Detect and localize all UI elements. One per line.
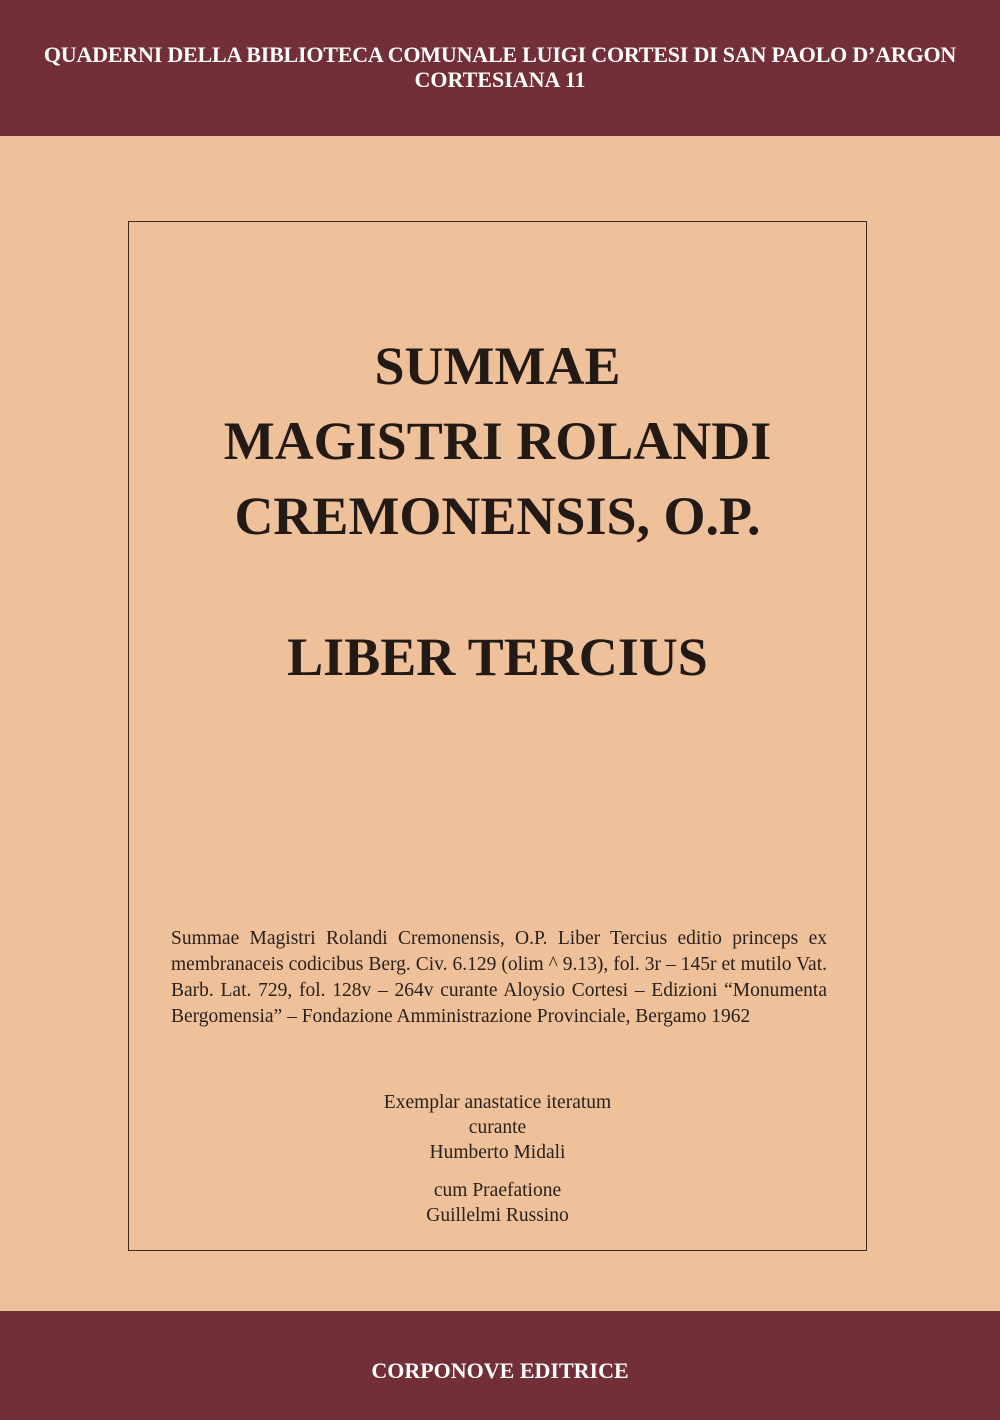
volume-number: CORTESIANA 11 bbox=[414, 67, 586, 92]
edition-description: Summae Magistri Rolandi Cremonensis, O.P. Liber Tercius editio princeps ex membranaceis codicibus Berg. Civ. 6.129 (olim ^ 9.13), fol. 3r – 145r et mutilo Vat. Barb. Lat. 729, fol. 128v – 264v curante Aloysio Cortesi – Edizioni “Monumenta Bergomensia” – Fondazione Amministrazione Provinciale, Bergamo 1962 bbox=[171, 928, 827, 1027]
book-subtitle: LIBER TERCIUS bbox=[287, 627, 708, 687]
title-frame bbox=[128, 221, 867, 1251]
header-band bbox=[0, 0, 1000, 136]
preface-author: Guillelmi Russino bbox=[426, 1205, 569, 1226]
book-title-line-3: CREMONENSIS, O.P. bbox=[234, 486, 761, 546]
credit-line-2: curante bbox=[468, 1117, 527, 1138]
credit-line-1: Exemplar anastatice iteratum bbox=[383, 1092, 612, 1113]
book-title-line-1: SUMMAE bbox=[374, 336, 621, 396]
editor-name: Humberto Midali bbox=[429, 1142, 566, 1163]
footer-band bbox=[0, 1311, 1000, 1420]
book-title-line-2: MAGISTRI ROLANDI bbox=[223, 411, 772, 471]
credit-line-4: cum Praefatione bbox=[433, 1180, 562, 1201]
series-title: QUADERNI DELLA BIBLIOTECA COMUNALE LUIGI CORTESI DI SAN PAOLO D’ARGON bbox=[43, 42, 957, 67]
publisher-name: CORPONOVE EDITRICE bbox=[371, 1358, 629, 1383]
